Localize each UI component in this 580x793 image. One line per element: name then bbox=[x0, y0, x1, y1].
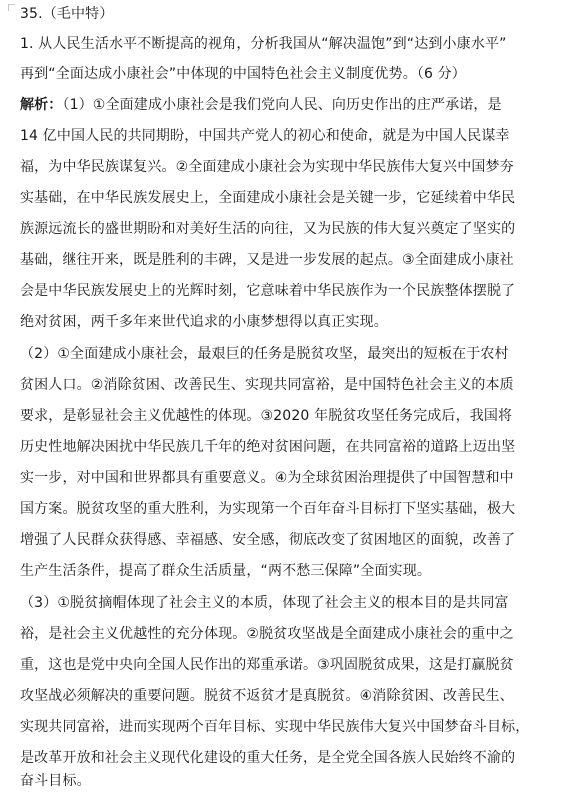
analysis-label: 解析： bbox=[20, 97, 63, 113]
analysis-first-line-text: （1）①全面建成小康社会是我们党向人民、向历史作出的庄严承诺，是 bbox=[62, 97, 502, 113]
paragraph-3-line: 奋斗目标。 bbox=[20, 773, 91, 789]
paragraph-1-line: 14 亿中国人民的共同期盼，中国共产党人的初心和使命，就是为中国人民谋幸 bbox=[20, 128, 510, 144]
paragraph-1-line: 族源远流长的盛世期盼和对美好生活的向往，又为民族的伟大复兴奠定了坚实的 bbox=[20, 221, 516, 237]
paragraph-1-line: 实基础，在中华民族发展史上，全面建成小康社会是关键一步，它延续着中华民 bbox=[20, 190, 516, 206]
question-line-1: 1. 从人民生活水平不断提高的视角，分析我国从“解决温饱”到“达到小康水平” bbox=[20, 36, 507, 52]
paragraph-2-line: （2）①全面建成小康社会，最艰巨的任务是脱贫攻坚，最突出的短板在于农村 bbox=[20, 346, 509, 362]
paragraph-3-line: 是改革开放和社会主义现代化建设的重大任务，是全党全国各族人民始终不渝的 bbox=[20, 750, 516, 766]
paragraph-2-line: 增强了人民群众获得感、幸福感、安全感，彻底改变了贫困地区的面貌，改善了 bbox=[20, 532, 516, 548]
paragraph-3-line: 重，这也是党中央向全国人民作出的郑重承诺。③巩固脱贫成果，这是打赢脱贫 bbox=[20, 657, 514, 673]
paragraph-2-line: 历史性地解决困扰中华民族几千年的绝对贫困问题，在共同富裕的道路上迈出坚 bbox=[20, 439, 516, 455]
paragraph-1-line: 基础，继往开来，既是胜利的丰碑，又是进一步发展的起点。③全面建成小康社 bbox=[20, 252, 514, 268]
page-corner-mark bbox=[8, 4, 15, 11]
analysis-first-line bbox=[20, 93, 565, 117]
paragraph-1-line: 绝对贫困，两千多年来世代追求的小康梦想得以真正实现。 bbox=[20, 314, 388, 330]
question-line-2: 再到“全面达成小康社会”中体现的中国特色社会主义制度优势。（6 分） bbox=[20, 66, 466, 82]
paragraph-2-line: 要求，是彰显社会主义优越性的体现。③2020 年脱贫攻坚任务完成后，我国将 bbox=[20, 408, 513, 424]
paragraph-3-line: （3）①脱贫摘帽体现了社会主义的本质，体现了社会主义的根本目的是共同富 bbox=[20, 595, 509, 611]
paragraph-2-line: 实一步，对中国和世界都具有重要意义。④为全球贫困治理提供了中国智慧和中 bbox=[20, 470, 514, 486]
paragraph-2-line: 贫困人口。②消除贫困、改善民生、实现共同富裕，是中国特色社会主义的本质 bbox=[20, 377, 514, 393]
paragraph-3-line: 裕，是社会主义优越性的充分体现。②脱贫攻坚战是全面建成小康社会的重中之 bbox=[20, 626, 514, 642]
paragraph-3-line: 攻坚战必须解决的重要问题。脱贫不返贫才是真脱贫。④消除贫困、改善民生、 bbox=[20, 688, 514, 704]
question-header: 35.（毛中特） bbox=[20, 6, 114, 22]
paragraph-2-line: 生产生活条件，提高了群众生活质量，“两不愁三保障”全面实现。 bbox=[20, 563, 432, 579]
paragraph-3-line: 实现共同富裕，进而实现两个百年目标、实现中华民族伟大复兴中国梦奋斗目标， bbox=[20, 719, 530, 735]
paragraph-1-line: 会是中华民族发展史上的光辉时刻，它意味着中华民族作为一个民族整体摆脱了 bbox=[20, 283, 516, 299]
paragraph-2-line: 国方案。脱贫攻坚的重大胜利，为实现第一个百年奋斗目标打下坚实基础，极大 bbox=[20, 501, 516, 517]
paragraph-1-line: 福，为中华民族谋复兴。②全面建成小康社会为实现中华民族伟大复兴中国梦夯 bbox=[20, 159, 514, 175]
